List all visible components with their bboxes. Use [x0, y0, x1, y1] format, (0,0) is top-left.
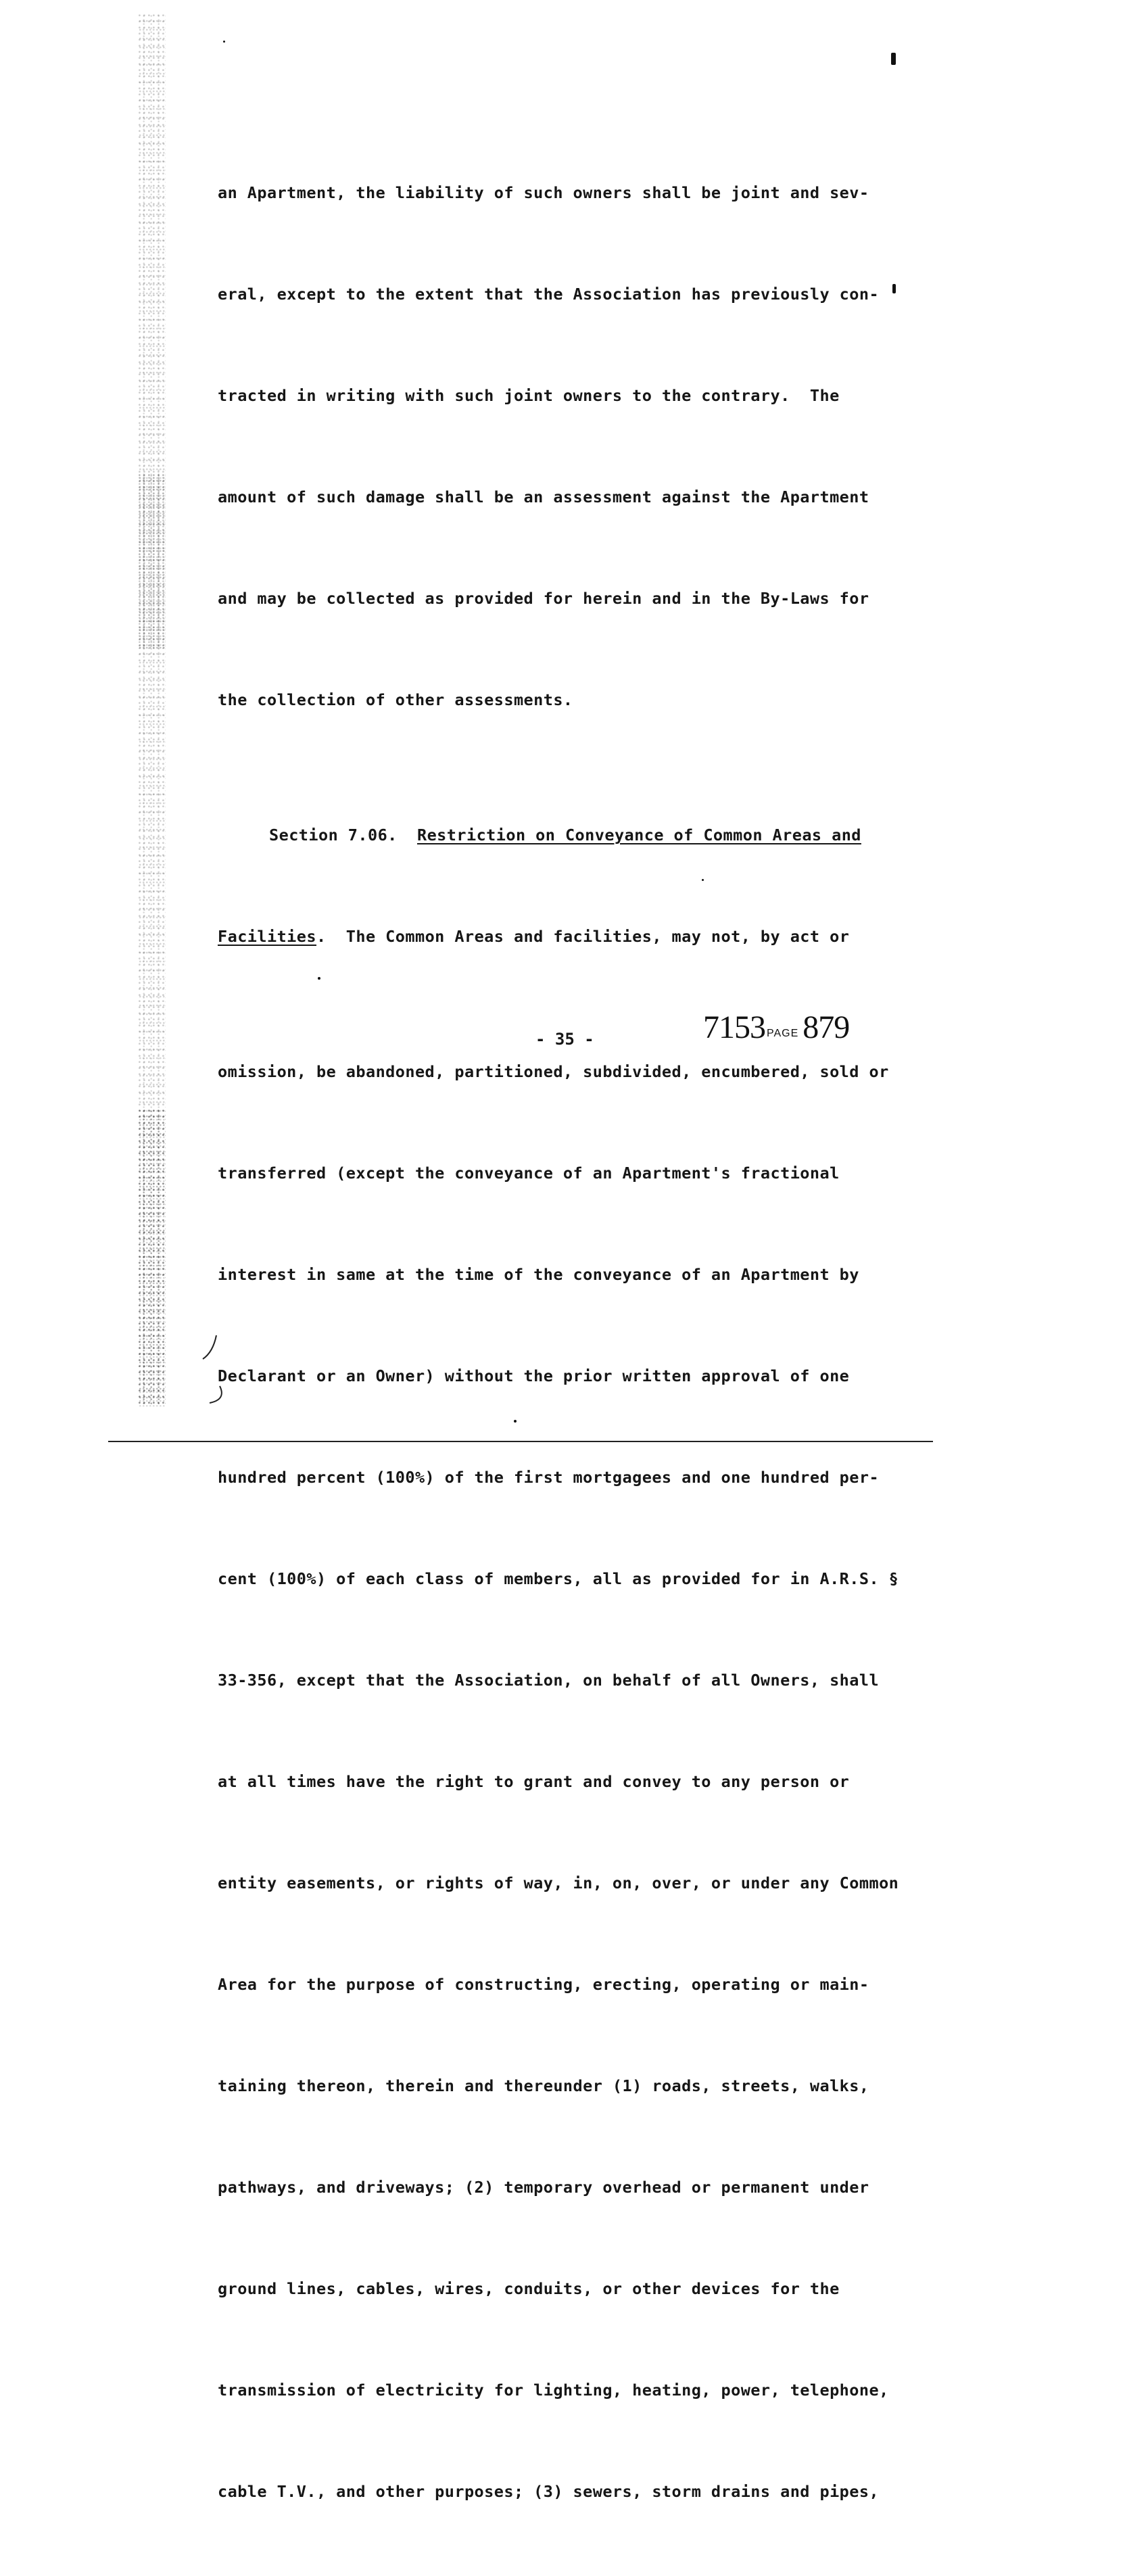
body-text	[218, 108, 941, 2576]
stray-mark	[892, 284, 896, 293]
text-line: interest in same at the time of the conveyance of an Apartment by	[218, 1265, 859, 1284]
text-line: Area for the purpose of constructing, erecting, operating or main-	[218, 1975, 869, 1994]
section-heading-line	[218, 818, 941, 852]
text-line: eral, except to the extent that the Association has previously con-	[218, 285, 880, 304]
photocopy-edge-noise	[139, 1109, 166, 1406]
handwritten-scribble	[189, 1318, 243, 1413]
text-line: at all times have the right to grant and convey to any person or	[218, 1772, 850, 1791]
stray-mark	[318, 977, 320, 980]
stray-mark	[702, 879, 704, 881]
section-heading-line-2: Facilities. The Common Areas and facilities, may not, by act or	[218, 927, 850, 946]
stray-mark	[514, 1420, 517, 1423]
text-line: the collection of other assessments.	[218, 690, 573, 709]
recording-book: 7153	[703, 1009, 765, 1045]
text-line: an Apartment, the liability of such owners shall be joint and sev-	[218, 183, 869, 202]
text-line: pathways, and driveways; (2) temporary overhead or permanent under	[218, 2178, 869, 2197]
text-line: Declarant or an Owner) without the prior written approval of one	[218, 1366, 850, 1385]
stray-mark	[891, 53, 896, 65]
section-heading: Restriction on Conveyance of Common Areas and	[416, 826, 861, 844]
text-line: cent (100%) of each class of members, all as provided for in A.R.S. §	[218, 1569, 899, 1588]
text-line: ground lines, cables, wires, conduits, or other devices for the	[218, 2279, 840, 2298]
text-line: amount of such damage shall be an assessment against the Apartment	[218, 487, 869, 506]
recording-page: 879	[803, 1009, 850, 1045]
text-line: cable T.V., and other purposes; (3) sewers, storm drains and pipes,	[218, 2482, 880, 2501]
section-label: Section 7.06.	[269, 826, 398, 844]
page-number: - 35 -	[535, 1030, 594, 1049]
recording-stamp	[703, 1009, 849, 1046]
text-line: tracted in writing with such joint owners to the contrary. The	[218, 386, 840, 405]
text-line: omission, be abandoned, partitioned, subdivided, encumbered, sold or	[218, 1062, 889, 1081]
text-line: taining thereon, therein and thereunder (1) roads, streets, walks,	[218, 2076, 869, 2095]
text-line: transferred (except the conveyance of an Apartment's fractional	[218, 1164, 840, 1183]
bottom-rule	[108, 1441, 933, 1442]
section-heading-continued: Facilities	[218, 927, 316, 946]
recording-page-word: PAGE	[767, 1028, 799, 1039]
photocopy-edge-noise	[139, 473, 166, 649]
text-line: entity easements, or rights of way, in, on, over, or under any Common	[218, 1874, 899, 1892]
text-line: and may be collected as provided for herein and in the By-Laws for	[218, 589, 869, 608]
text-line: 33-356, except that the Association, on behalf of all Owners, shall	[218, 1671, 880, 1690]
stray-mark	[223, 41, 225, 43]
text-line: hundred percent (100%) of the first mortgagees and one hundred per-	[218, 1468, 880, 1487]
text-line: transmission of electricity for lighting, heating, power, telephone,	[218, 2381, 889, 2400]
